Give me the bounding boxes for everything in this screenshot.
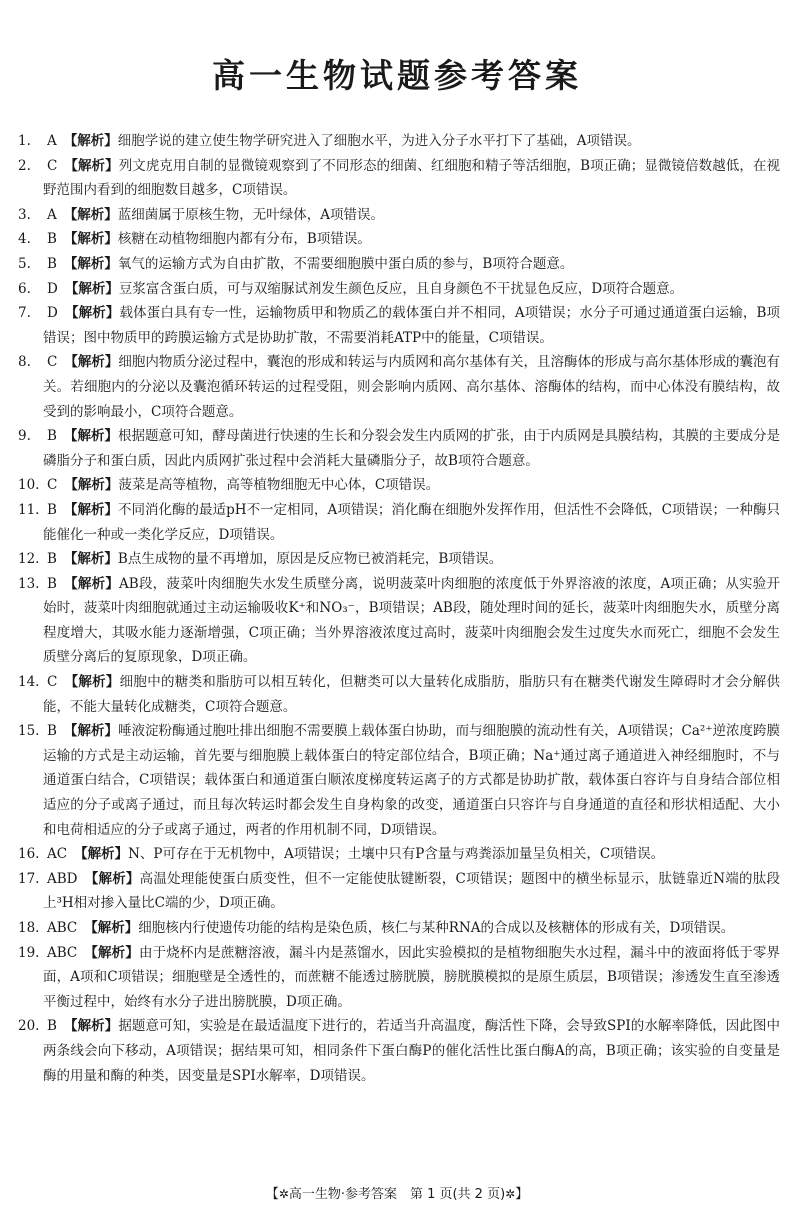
answer-explanation: 高温处理能使蛋白质变性，但不一定能使肽键断裂，C项错误；题图中的横坐标显示，肽链靠近N端的肽段上³H相对掺入量比C端的少，D项正确。	[43, 870, 781, 912]
answer-number: 10.	[18, 477, 40, 494]
answer-number: 5.	[18, 255, 31, 272]
answer-explanation: 载体蛋白具有专一性，运输物质甲和物质乙的载体蛋白并不相同，A项错误；水分子可通过通道蛋白运输，B项错误；图中物质甲的跨膜运输方式是协助扩散，不需要消耗ATP中的能量，C项错误。	[43, 305, 781, 346]
footer-text: 高一生物·参考答案 第 1 页(共 2 页)	[288, 1187, 506, 1202]
answer-key: A	[47, 206, 57, 223]
answer-item	[18, 916, 780, 941]
answer-number: 11.	[18, 501, 40, 518]
answer-number: 13.	[18, 575, 40, 592]
answer-number: 1.	[18, 133, 31, 149]
answer-key: B	[47, 255, 57, 272]
answer-explanation: 细胞核内行使遗传功能的结构是染色质，核仁与某种RNA的合成以及核糖体的形成有关，D项错误。	[138, 920, 735, 936]
answer-item	[18, 572, 780, 670]
answer-item	[18, 203, 780, 228]
answer-number: 19.	[18, 944, 40, 961]
answer-explanation: 细胞学说的建立使生物学研究进入了细胞水平，为进入分子水平打下了基础，A项错误。	[117, 133, 641, 149]
analysis-tag: 【解析】	[84, 944, 139, 961]
answer-item	[18, 498, 780, 547]
answer-key: C	[47, 157, 58, 174]
answer-key: B	[47, 501, 57, 518]
analysis-tag: 【解析】	[63, 551, 118, 568]
answer-explanation: 菠菜是高等植物，高等植物细胞无中心体，C项错误。	[118, 477, 440, 494]
answer-item	[18, 350, 780, 424]
answer-item	[18, 473, 780, 498]
footer-flower-icon: ✲	[505, 1187, 516, 1201]
answer-key: C	[47, 477, 58, 494]
analysis-tag: 【解析】	[64, 157, 119, 174]
answer-explanation: 氧气的运输方式为自由扩散，不需要细胞膜中蛋白质的参与，B项符合题意。	[117, 255, 574, 272]
analysis-tag: 【解析】	[64, 280, 119, 297]
answer-explanation: 列文虎克用自制的显微镜观察到了不同形态的细菌、红细胞和精子等活细胞，B项正确；显微镜倍数越低，在视野范围内看到的细胞数目越多，C项错误。	[43, 157, 781, 199]
answer-item	[18, 301, 780, 350]
answer-number: 8.	[18, 354, 31, 371]
answer-explanation: 蓝细菌属于原核生物，无叶绿体，A项错误。	[117, 206, 384, 223]
answer-key: B	[47, 428, 57, 445]
analysis-tag: 【解析】	[64, 305, 120, 322]
answer-explanation: 细胞内物质分泌过程中，囊泡的形成和转运与内质网和高尔基体有关，且溶酶体的形成与高尔基体形成的囊泡有关。若细胞内的分泌以及囊泡循环转运的过程受阻，则会影响内质网、高尔基体、溶酶体的结构，而中心体没有膜结构，故受到的影响最小，C项符合题意。	[43, 354, 780, 420]
analysis-tag: 【解析】	[63, 133, 118, 149]
analysis-tag: 【解析】	[74, 846, 129, 863]
answer-explanation: 由于烧杯内是蔗糖溶液，漏斗内是蒸馏水，因此实验模拟的是植物细胞失水过程，漏斗中的液面将低于零界面，A项和C项错误；细胞壁是全透性的，而蔗糖不能透过膀胱膜，膀胱膜模拟的是原生质层，B项错误；渗透发生直至渗透平衡过程中，始终有水分子进出膀胱膜，D项正确。	[43, 944, 781, 1010]
answer-item	[18, 154, 780, 203]
answer-number: 6.	[18, 280, 31, 297]
analysis-tag: 【解析】	[63, 255, 118, 272]
answer-number: 16.	[18, 846, 40, 863]
answer-number: 20.	[18, 1018, 40, 1035]
answer-item	[18, 719, 780, 842]
answer-key: B	[47, 575, 57, 592]
answer-item	[18, 129, 780, 154]
answer-number: 12.	[18, 551, 40, 568]
analysis-tag: 【解析】	[63, 206, 118, 223]
answer-key: ABC	[47, 920, 78, 936]
analysis-tag: 【解析】	[84, 920, 139, 936]
answer-number: 15.	[18, 723, 40, 740]
answer-key: B	[47, 551, 57, 568]
answer-key: B	[47, 1018, 57, 1035]
answer-number: 18.	[18, 920, 40, 936]
analysis-tag: 【解析】	[84, 870, 140, 887]
answer-item	[18, 842, 780, 867]
answer-explanation: 根据题意可知，酵母菌进行快速的生长和分裂会发生内质网的扩张，由于内质网是具膜结构，其膜的主要成分是磷脂分子和蛋白质，因此内质网扩张过程中会消耗大量磷脂分子，故B项符合题意。	[43, 428, 781, 469]
answer-key: C	[47, 354, 58, 371]
answer-key: D	[47, 305, 58, 322]
footer-close-bracket: 】	[515, 1187, 529, 1202]
footer-open-bracket: 【	[265, 1187, 279, 1202]
answer-item	[18, 867, 780, 916]
answer-explanation: 唾液淀粉酶通过胞吐排出细胞不需要膜上载体蛋白协助，而与细胞膜的流动性有关，A项错误；Ca²⁺逆浓度跨膜运输的方式是主动运输，首先要与细胞膜上载体蛋白的特定部位结合，B项正确；Na⁺通过离子通道进入神经细胞时，不与通道蛋白结合，C项错误；载体蛋白和通道蛋白顺浓度梯度转运离子的方式都是协助扩散，载体蛋白容许与自身结合部位相适应的分子或离子通过，而且每次转运时都会发生自身构象的改变，通道蛋白只容许与自身通道的直径和形状相适配、大小和电荷相适应的分子或离子通过，两者的作用机制不同，D项错误。	[43, 723, 780, 838]
answer-explanation: 豆浆富含蛋白质，可与双缩脲试剂发生颜色反应，且自身颜色不干扰显色反应，D项符合题意。	[118, 280, 684, 297]
answer-key: B	[47, 723, 57, 740]
answer-item	[18, 424, 780, 473]
analysis-tag: 【解析】	[63, 501, 118, 518]
analysis-tag: 【解析】	[63, 1018, 119, 1035]
answer-key: ABC	[47, 944, 78, 961]
answer-explanation: B点生成物的量不再增加，原因是反应物已被消耗完，B项错误。	[117, 551, 503, 568]
answer-item	[18, 1014, 780, 1088]
analysis-tag: 【解析】	[64, 674, 120, 691]
analysis-tag: 【解析】	[63, 231, 118, 248]
answer-item	[18, 941, 780, 1015]
answer-item	[18, 547, 780, 572]
answer-item	[18, 227, 780, 252]
answer-number: 3.	[18, 206, 31, 223]
answer-key: B	[47, 231, 57, 248]
analysis-tag: 【解析】	[63, 575, 120, 592]
answer-explanation: N、P可存在于无机物中，A项错误；土壤中只有P含量与鸡粪添加量呈负相关，C项错误。	[128, 846, 665, 863]
answer-item	[18, 670, 780, 719]
answer-explanation: 不同消化酶的最适pH不一定相同，A项错误；消化酶在细胞外发挥作用，但活性不会降低，C项错误；一种酶只能催化一种或一类化学反应，D项错误。	[43, 501, 780, 543]
answer-explanation: 细胞中的糖类和脂肪可以相互转化，但糖类可以大量转化成脂肪，脂肪只有在糖类代谢发生障碍时才会分解供能，不能大量转化成糖类，C项符合题意。	[43, 674, 781, 715]
analysis-tag: 【解析】	[64, 477, 119, 494]
answer-explanation: 据题意可知，实验是在最适温度下进行的，若适当升高温度，酶活性下降，会导致SPI的水解率降低，因此图中两条线会向下移动，A项错误；据结果可知，相同条件下蛋白酶P的催化活性比蛋白酶A的高，B项正确；该实验的自变量是酶的用量和酶的种类，因变量是SPI水解率，D项错误。	[43, 1018, 781, 1084]
answer-number: 14.	[18, 674, 40, 691]
analysis-tag: 【解析】	[64, 354, 119, 371]
analysis-tag: 【解析】	[63, 723, 118, 740]
answer-number: 2.	[18, 157, 31, 174]
answer-number: 9.	[18, 428, 31, 445]
answer-number: 17.	[18, 870, 40, 887]
analysis-tag: 【解析】	[63, 428, 118, 445]
answer-number: 7.	[18, 305, 31, 322]
answer-item	[18, 252, 780, 277]
answer-key: AC	[47, 846, 68, 863]
answer-key: C	[47, 674, 58, 691]
answer-number: 4.	[18, 231, 31, 248]
answer-list	[18, 129, 780, 1088]
page-footer	[0, 1185, 794, 1204]
answer-item	[18, 277, 780, 302]
page-title: 高一生物试题参考答案	[212, 56, 582, 95]
answer-key: A	[47, 133, 57, 149]
answer-explanation: 核糖在动植物细胞内都有分布，B项错误。	[117, 231, 371, 248]
answer-key: D	[47, 280, 58, 297]
footer-flower-icon: ✲	[278, 1187, 289, 1201]
answer-explanation: AB段，菠菜叶肉细胞失水发生质壁分离，说明菠菜叶肉细胞的浓度低于外界溶液的浓度，A项正确；从实验开始时，菠菜叶肉细胞就通过主动运输吸收K⁺和NO₃⁻，B项错误；AB段，随处理时间的延长，菠菜叶肉细胞失水，质壁分离程度增大，其吸水能力逐渐增强，C项正确；当外界溶液浓度过高时，菠菜叶肉细胞会发生过度失水而死亡，细胞不会发生质壁分离后的复原现象，D项正确。	[43, 575, 781, 666]
answer-key: ABD	[47, 870, 78, 887]
